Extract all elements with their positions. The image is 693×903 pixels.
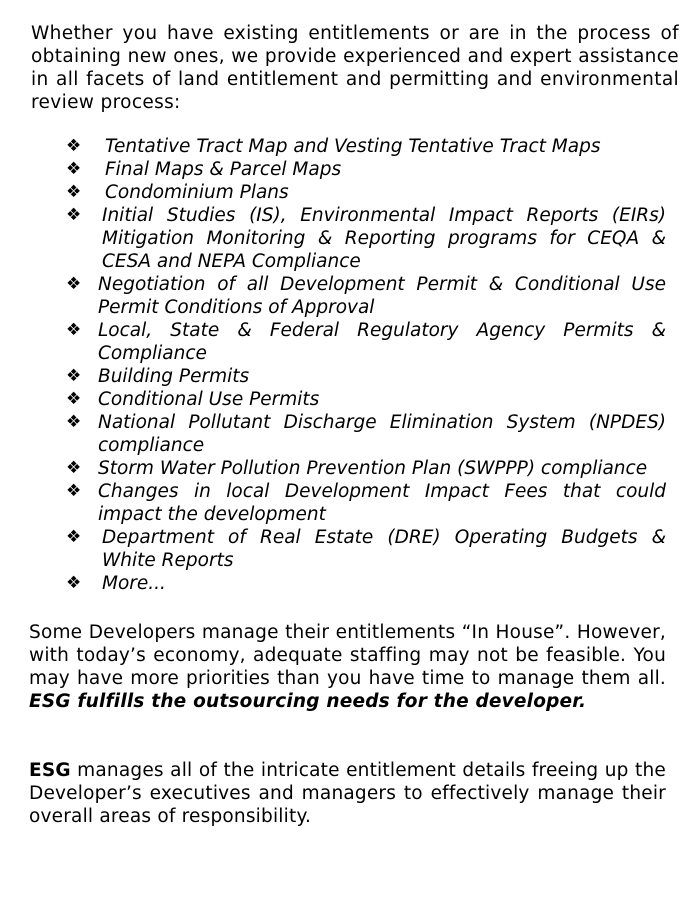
- diamond-bullet-icon: ❖: [66, 159, 82, 179]
- list-item: [66, 135, 666, 158]
- list-item: [66, 273, 666, 319]
- list-item: [66, 319, 666, 365]
- list-item-text: Final Maps & Parcel Maps: [105, 159, 342, 180]
- outsourcing-text: Some Developers manage their entitlements “In House”. However, with today’s economy, adequate staffing may not be feasible. You may have more priorities than you have time to manage them all.: [29, 622, 666, 689]
- diamond-bullet-icon: ❖: [66, 274, 82, 294]
- diamond-bullet-icon: ❖: [66, 320, 82, 340]
- diamond-bullet-icon: ❖: [66, 182, 82, 202]
- diamond-bullet-icon: ❖: [66, 412, 82, 432]
- list-item: [66, 181, 666, 204]
- list-item: [66, 204, 666, 273]
- list-item: [66, 526, 666, 572]
- diamond-bullet-icon: ❖: [66, 527, 82, 547]
- list-item-text: More...: [102, 573, 166, 594]
- list-item-text: Initial Studies (IS), Environmental Impact Reports (EIRs) Mitigation Monitoring & Reporting programs for CEQA & CESA and NEPA Compliance: [102, 205, 666, 272]
- intro-paragraph: Whether you have existing entitlements or are in the process of obtaining new ones, we provide experienced and expert assistance in all facets of land entitlement and permitting and environmental review process:: [31, 23, 679, 113]
- list-item-text: Building Permits: [98, 366, 250, 387]
- list-item-text: Condominium Plans: [105, 182, 289, 203]
- diamond-bullet-icon: ❖: [66, 458, 82, 478]
- list-item-text: Conditional Use Permits: [98, 389, 320, 410]
- management-text: manages all of the intricate entitlement details freeing up the Developer’s executives and managers to effectively manage their overall areas of responsibility.: [29, 760, 666, 827]
- diamond-bullet-icon: ❖: [66, 481, 82, 501]
- diamond-bullet-icon: ❖: [66, 205, 82, 225]
- diamond-bullet-icon: ❖: [66, 366, 82, 386]
- list-item-text: National Pollutant Discharge Elimination System (NPDES) compliance: [98, 412, 666, 456]
- list-item: [66, 457, 666, 480]
- list-item: [66, 480, 666, 526]
- list-item: [66, 388, 666, 411]
- diamond-bullet-icon: ❖: [66, 389, 82, 409]
- list-item-text: Negotiation of all Development Permit & Conditional Use Permit Conditions of Approval: [98, 274, 666, 318]
- list-item-text: Department of Real Estate (DRE) Operating Budgets & White Reports: [102, 527, 666, 571]
- list-item: [66, 365, 666, 388]
- list-item-text: Changes in local Development Impact Fees that could impact the development: [98, 481, 666, 525]
- list-item-text: Storm Water Pollution Prevention Plan (SWPPP) compliance: [98, 458, 648, 479]
- diamond-bullet-icon: ❖: [66, 136, 82, 156]
- list-item-text: Local, State & Federal Regulatory Agency Permits & Compliance: [98, 320, 666, 364]
- management-paragraph: [29, 759, 666, 828]
- list-item: [66, 572, 666, 595]
- services-list: [66, 135, 666, 595]
- list-item: [66, 411, 666, 457]
- outsourcing-emphasis: ESG fulfills the outsourcing needs for the developer.: [29, 691, 587, 712]
- list-item: [66, 158, 666, 181]
- list-item-text: Tentative Tract Map and Vesting Tentative Tract Maps: [105, 136, 601, 157]
- outsourcing-paragraph: [29, 621, 666, 713]
- diamond-bullet-icon: ❖: [66, 573, 82, 593]
- company-name: ESG: [29, 760, 71, 781]
